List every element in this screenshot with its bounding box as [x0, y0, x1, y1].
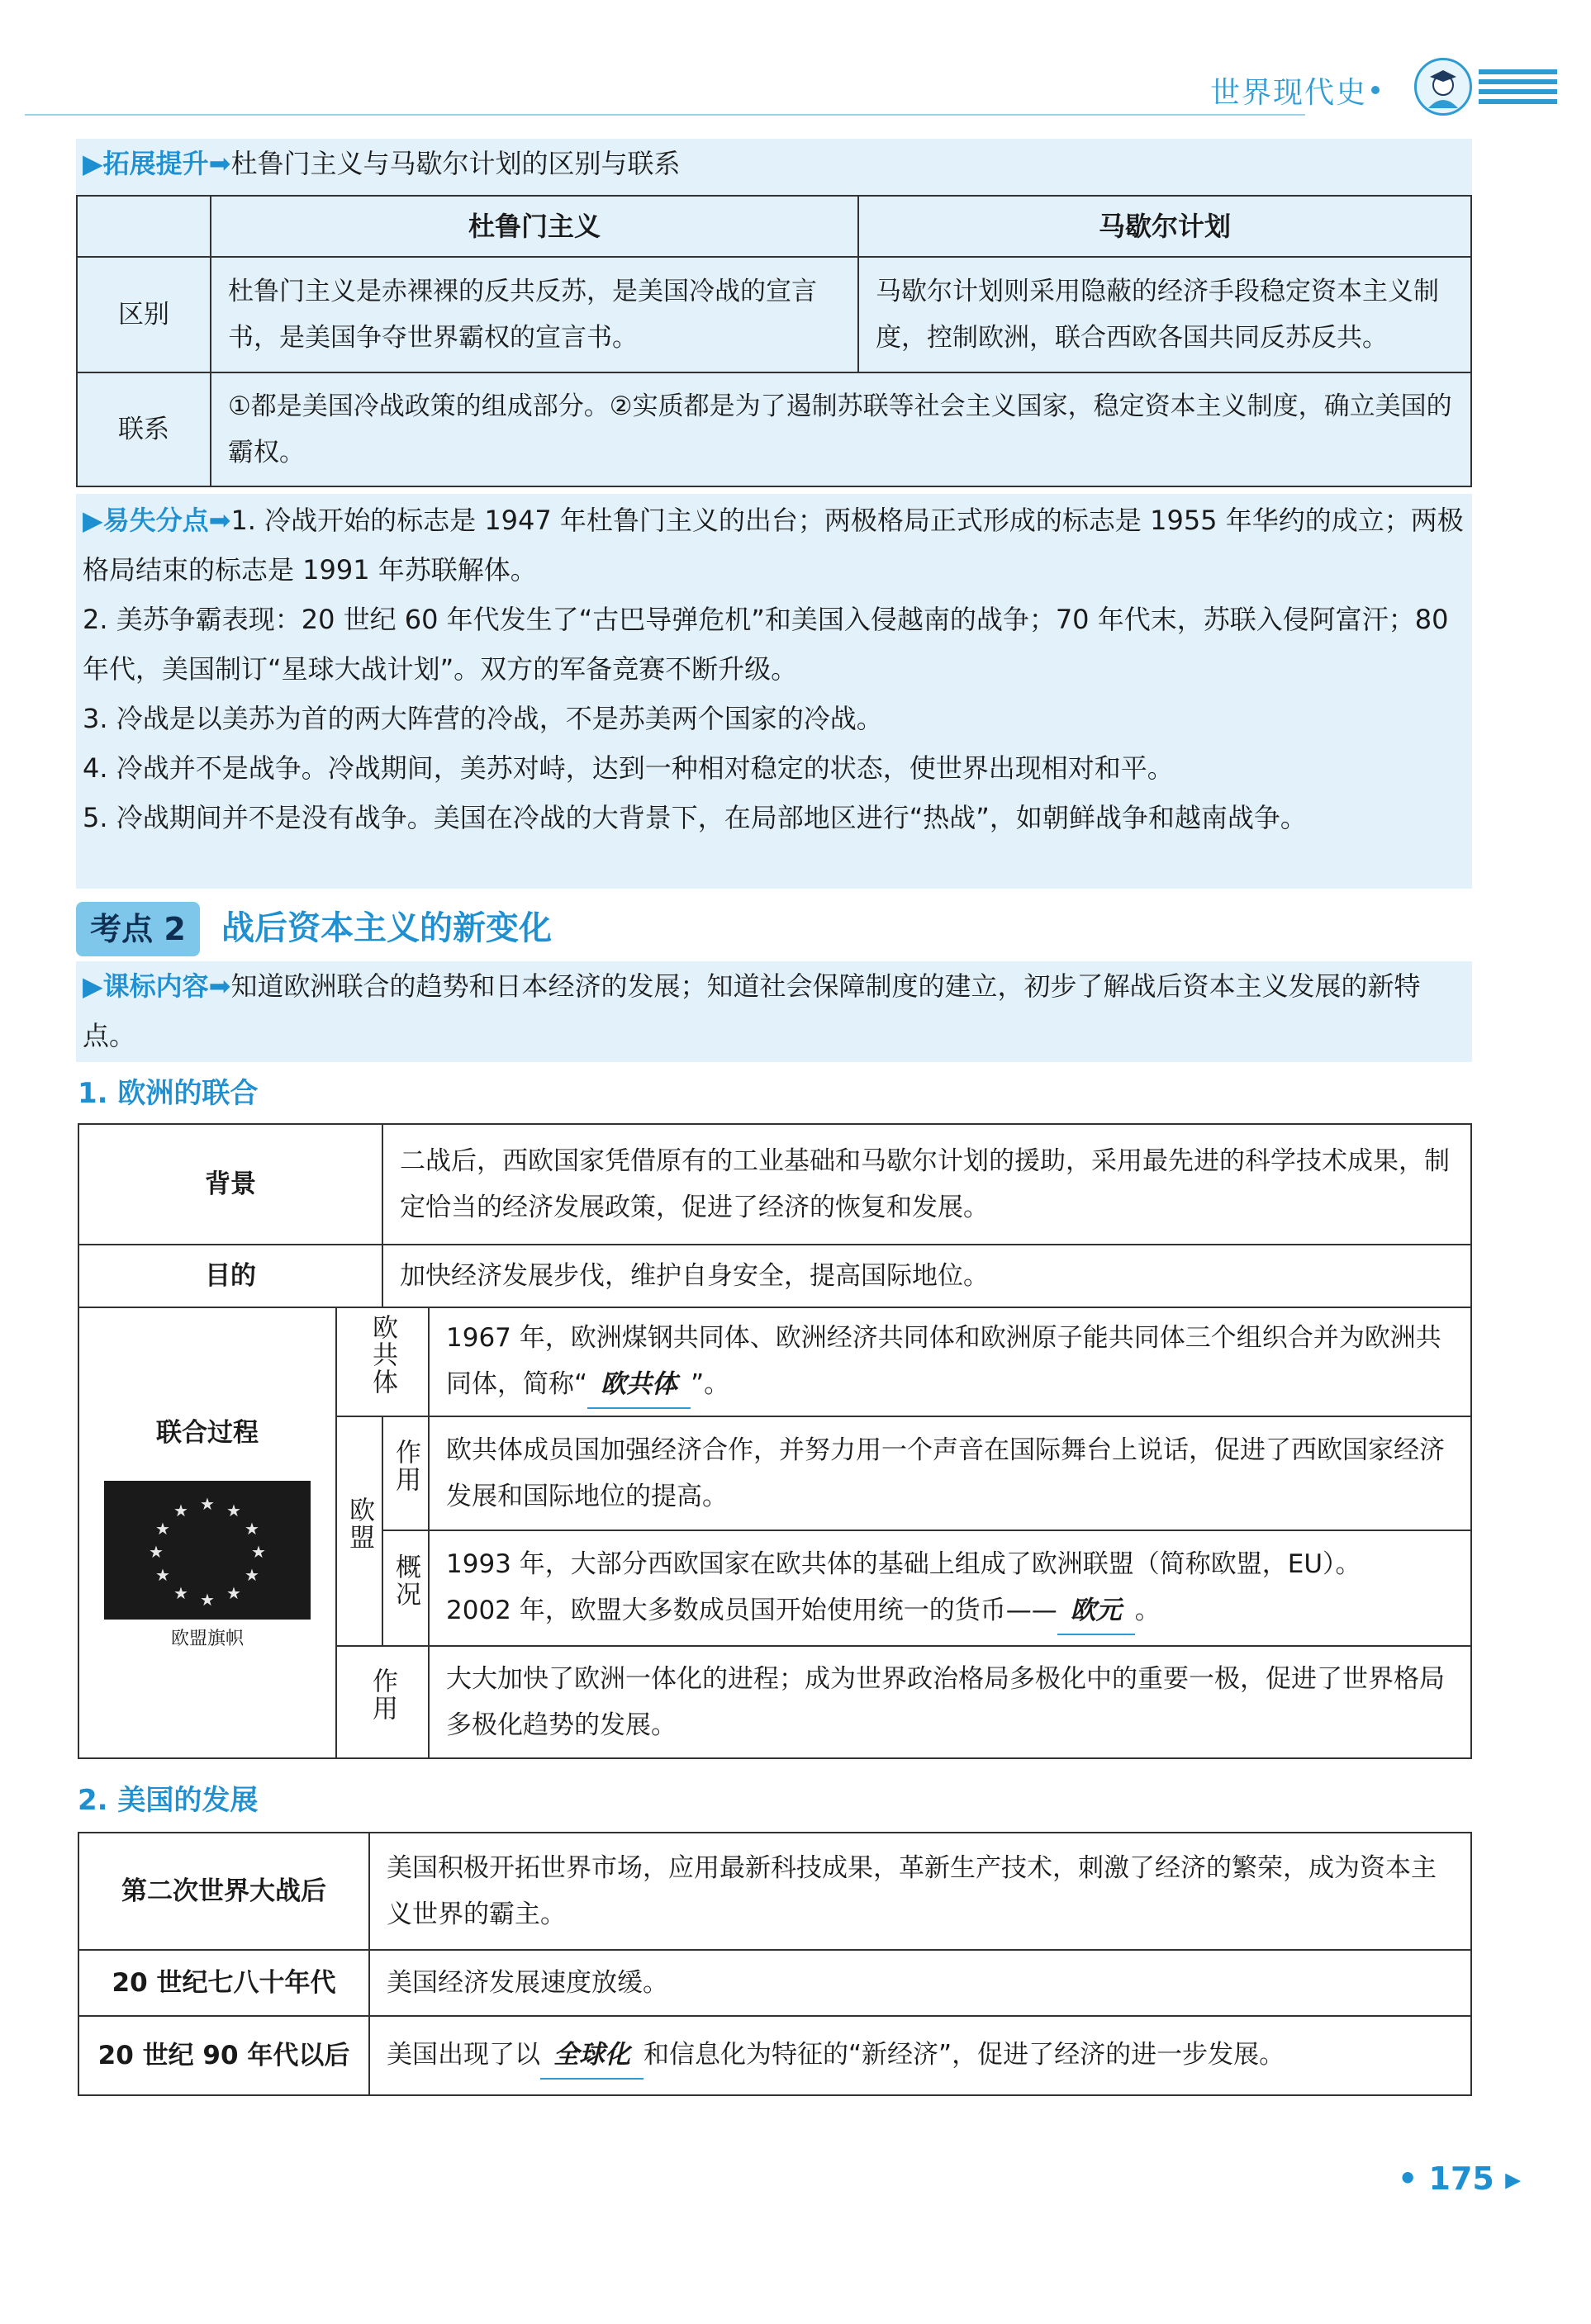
student-avatar-icon [1414, 58, 1472, 116]
overview-label-cell: 概况 [382, 1530, 429, 1646]
usa-period: 20 世纪七八十年代 [78, 1950, 369, 2016]
eu-effect-label-cell: 作用 [336, 1646, 429, 1758]
pitfalls-content [83, 496, 1470, 842]
bg-label: 背景 [78, 1124, 382, 1245]
col-marshall: 马歇尔计划 [858, 196, 1471, 257]
row-link-text: ①都是美国冷战政策的组成部分。②实质都是为了遏制苏联等社会主义国家，稳定资本主义制度，确立美国的霸权。 [211, 372, 1471, 486]
extension-title: 杜鲁门主义与马歇尔计划的区别与联系 [230, 148, 681, 179]
ec-label: 欧共体 [368, 1313, 397, 1396]
usa-heading: 2. 美国的发展 [78, 1784, 259, 1817]
table-corner [77, 196, 211, 257]
eu-fill: 欧元 [1057, 1587, 1135, 1635]
pitfall-item: ▶易失分点➡1. 冷战开始的标志是 1947 年杜鲁门主义的出台；两极格局正式形成的标志是 1955 年华约的成立；两极格局结束的标志是 1991 年苏联解体。 [83, 505, 1464, 586]
purpose-text: 加快经济发展步伐，维护自身安全，提高国际地位。 [382, 1245, 1471, 1307]
purpose-label: 目的 [78, 1245, 382, 1307]
ec-text: 1967 年，欧洲煤钢共同体、欧洲经济共同体和欧洲原子能共同体三个组织合并为欧洲共同体，简称“ 欧共体 ”。 [429, 1307, 1471, 1416]
eu-label: 欧盟 [344, 1496, 374, 1551]
process-label: 联合过程 [156, 1418, 259, 1448]
kaodian-badge: 考点 2 [76, 902, 200, 956]
header-rule [25, 114, 1305, 116]
header-stripes [1479, 69, 1557, 109]
pitfall-item: 3. 冷战是以美苏为首的两大阵营的冷战，不是苏美两个国家的冷战。 [83, 703, 883, 734]
row-diff-marshall: 马歇尔计划则采用隐蔽的经济手段稳定资本主义制度，控制欧洲，联合西欧各国共同反苏反共。 [858, 257, 1471, 372]
eu-effect-text: 大大加快了欧洲一体化的进程；成为世界政治格局多极化中的重要一极，促进了世界格局多极化趋势的发展。 [429, 1646, 1471, 1758]
extension-heading: ▶拓展提升➡杜鲁门主义与马歇尔计划的区别与联系 [83, 148, 681, 179]
extension-table [76, 195, 1472, 487]
header-title: 世界现代史 [1210, 76, 1368, 110]
header-dot [1371, 86, 1380, 94]
usa-table [78, 1832, 1472, 2096]
pitfalls-label: 易失分点 [102, 505, 209, 536]
eu-label-cell [336, 1416, 382, 1646]
ec-effect-text: 欧共体成员国加强经济合作，并努力用一个声音在国际舞台上说话，促进了西欧国家经济发展和国际地位的提高。 [429, 1416, 1471, 1530]
standard-content: ▶课标内容➡知道欧洲联合的趋势和日本经济的发展；知道社会保障制度的建立，初步了解战后资本主义发展的新特点。 [83, 970, 1421, 1051]
row-diff-truman: 杜鲁门主义是赤裸裸的反共反苏，是美国冷战的宣言书，是美国争夺世界霸权的宣言书。 [211, 257, 858, 372]
standard-label: 课标内容 [102, 970, 209, 1002]
ec-effect-label-cell: 作用 [382, 1416, 429, 1530]
pitfall-item: 5. 冷战期间并不是没有战争。美国在冷战的大背景下，在局部地区进行“热战”，如朝鲜战争和越南战争。 [83, 802, 1307, 833]
bg-text: 二战后，西欧国家凭借原有的工业基础和马歇尔计划的援助，采用最先进的科学技术成果，制定恰当的经济发展政策，促进了经济的恢复和发展。 [382, 1124, 1471, 1245]
ec-fill: 欧共体 [587, 1361, 691, 1409]
pitfall-item: 4. 冷战并不是战争。冷战期间，美苏对峙，达到一种相对稳定的状态，使世界出现相对和平。 [83, 752, 1174, 784]
europe-table [78, 1123, 1472, 1759]
kaodian-title: 战后资本主义的新变化 [221, 909, 552, 947]
europe-heading: 1. 欧洲的联合 [78, 1077, 259, 1110]
flag-caption: 欧盟旗帜 [170, 1629, 244, 1649]
usa-period: 20 世纪 90 年代以后 [78, 2016, 369, 2095]
eu-flag: ★ ★ ★ ★ ★ ★ ★ ★ ★ ★ ★ ★ [104, 1481, 311, 1620]
ec-label-cell [336, 1307, 429, 1416]
usa-text: 美国出现了以 全球化 和信息化为特征的“新经济”，促进了经济的进一步发展。 [369, 2016, 1471, 2095]
usa-fill: 全球化 [540, 2032, 644, 2080]
page-number: • 175 ▸ [1398, 2160, 1522, 2197]
usa-text: 美国积极开拓世界市场，应用最新科技成果，革新生产技术，刺激了经济的繁荣，成为资本主义世界的霸主。 [369, 1833, 1471, 1950]
row-diff-label: 区别 [77, 257, 211, 372]
col-truman: 杜鲁门主义 [211, 196, 858, 257]
extension-label: 拓展提升 [102, 148, 209, 179]
standard-text: 知道欧洲联合的趋势和日本经济的发展；知道社会保障制度的建立，初步了解战后资本主义发展的新特点。 [83, 970, 1421, 1051]
usa-period: 第二次世界大战后 [78, 1833, 369, 1950]
pitfall-item: 2. 美苏争霸表现：20 世纪 60 年代发生了“古巴导弹危机”和美国入侵越南的战争；70 年代末，苏联入侵阿富汗；80 年代，美国制订“星球大战计划”。双方的军备竞赛不断升级。 [83, 604, 1449, 685]
row-link-label: 联系 [77, 372, 211, 486]
usa-text: 美国经济发展速度放缓。 [369, 1950, 1471, 2016]
eu-overview: 1993 年，大部分西欧国家在欧共体的基础上组成了欧洲联盟（简称欧盟，EU）。 2002 年，欧盟大多数成员国开始使用统一的货币—— 欧元 。 [429, 1530, 1471, 1646]
process-cell [78, 1307, 336, 1758]
